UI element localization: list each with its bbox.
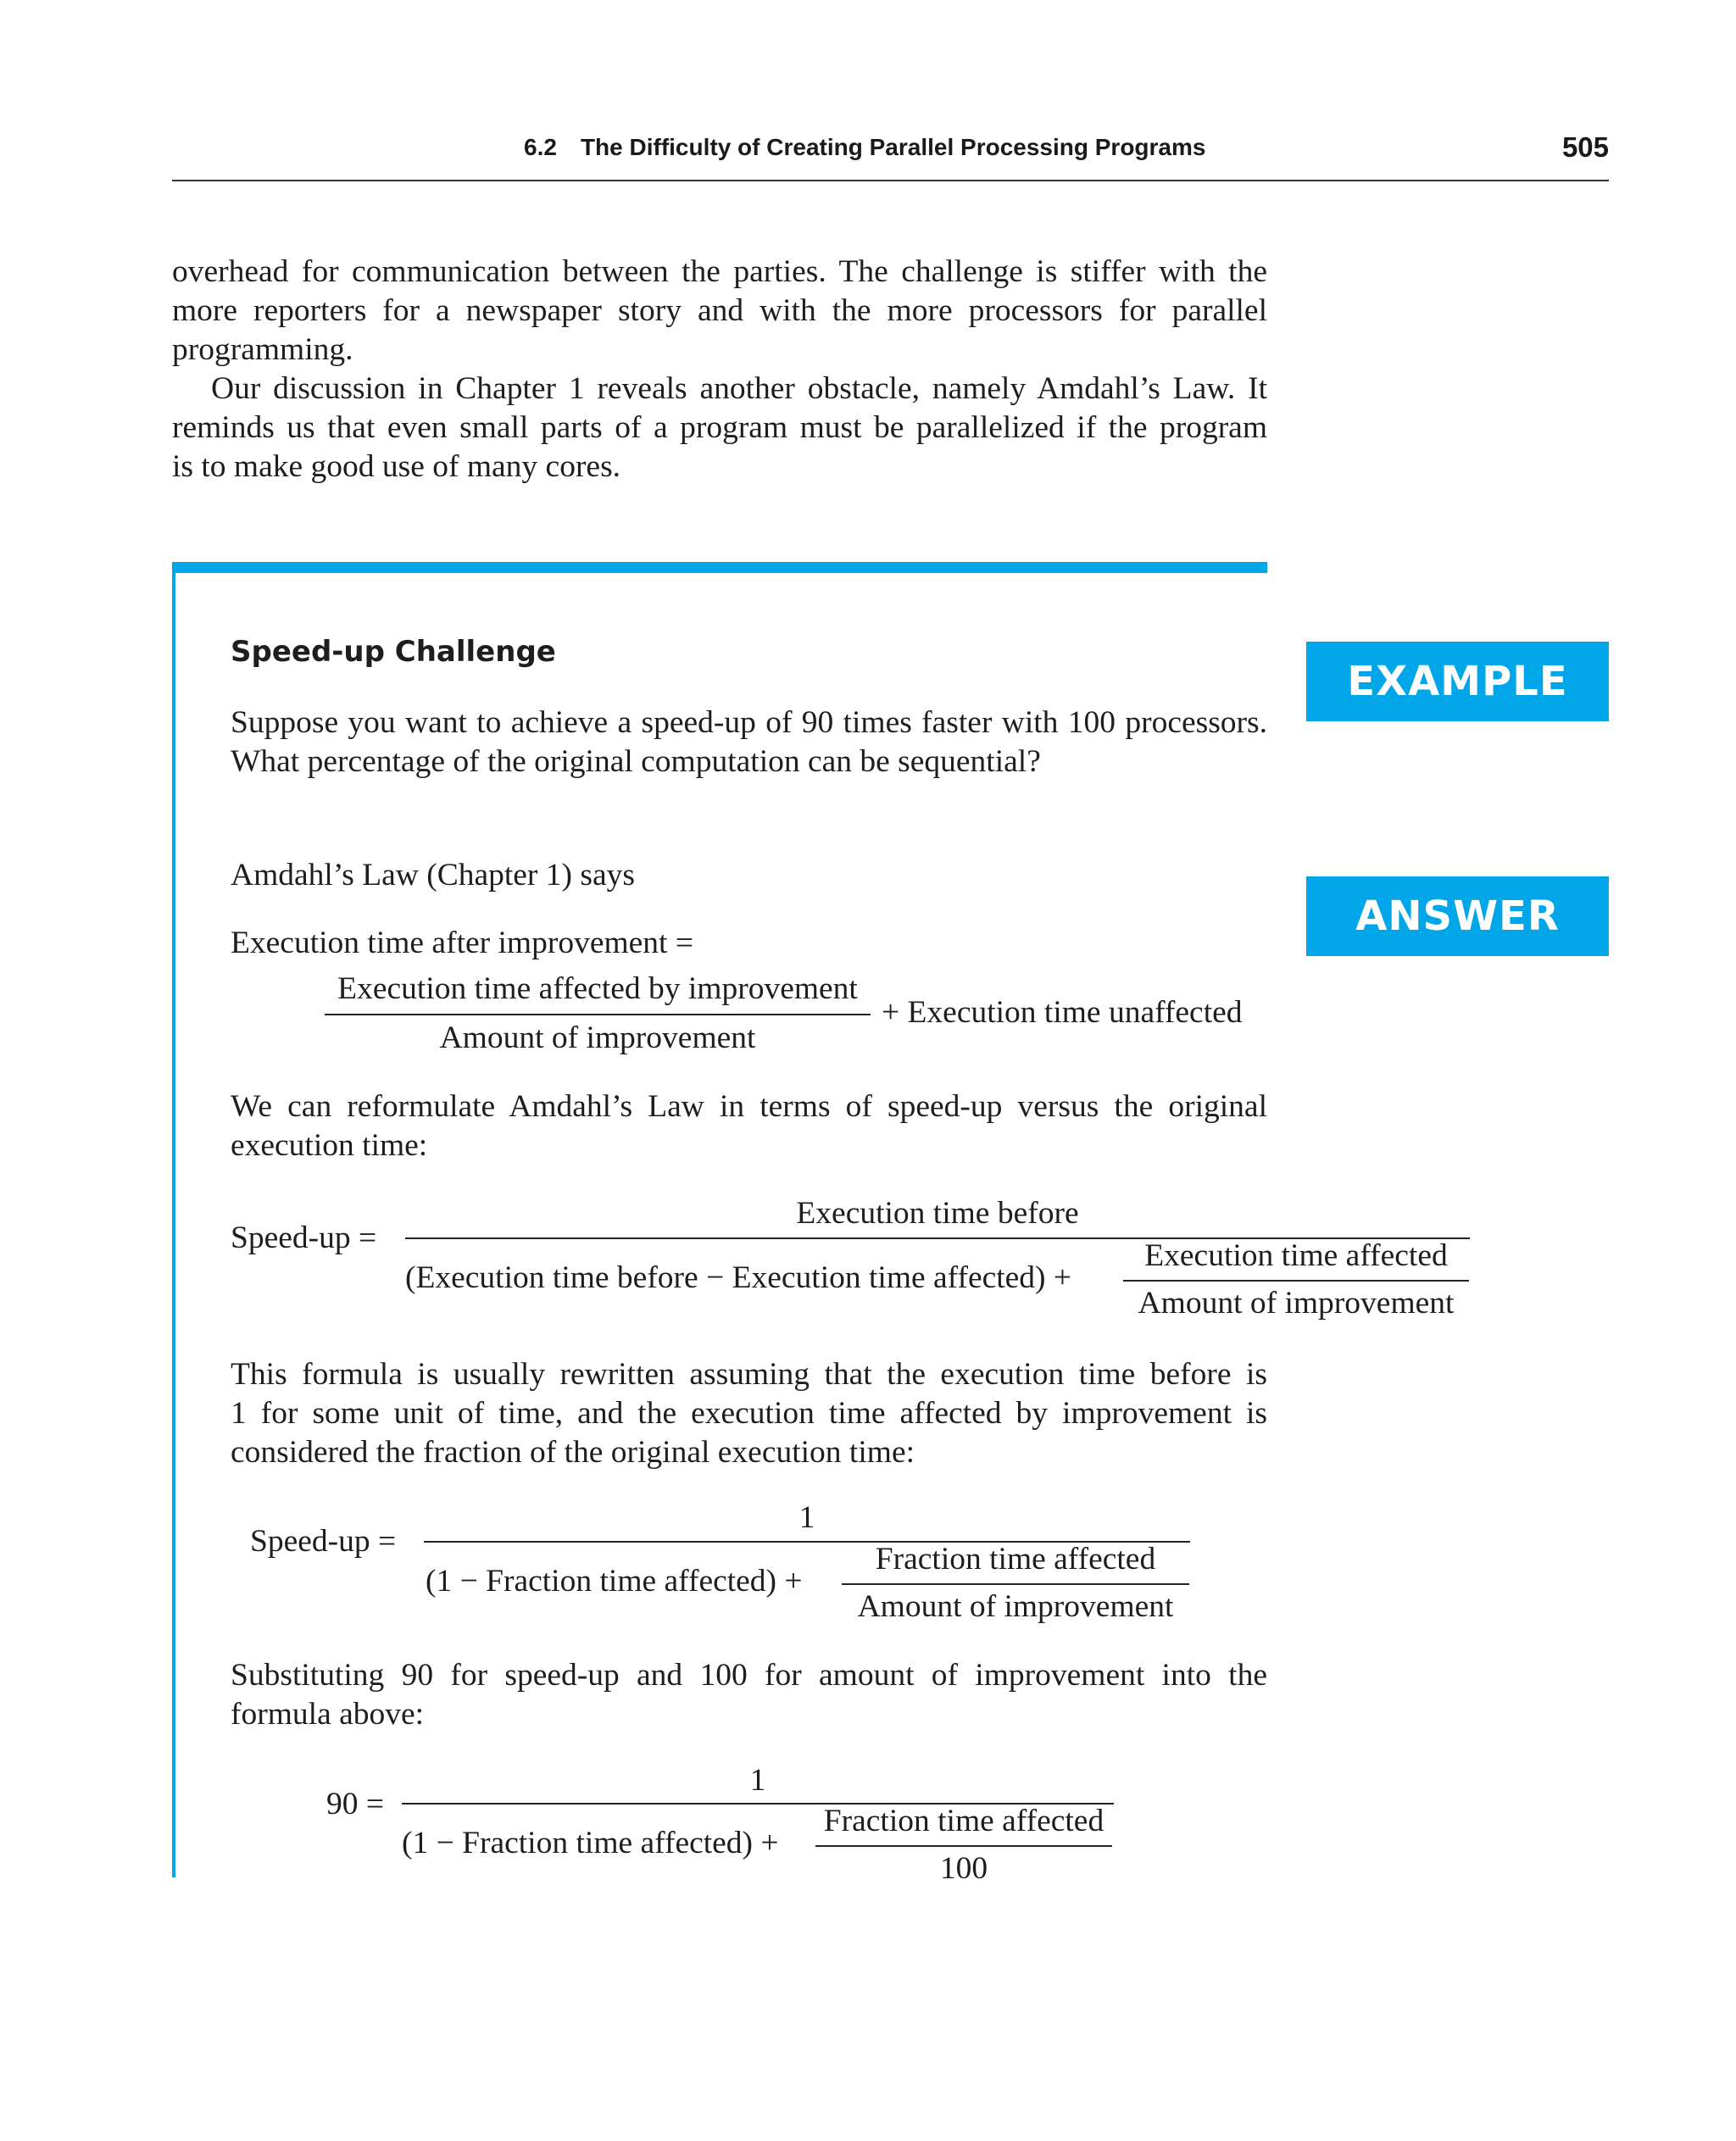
eq4-inner-denominator: 100 [939,1851,988,1886]
answer-intro: Amdahl’s Law (Chapter 1) says [231,858,635,893]
section-number: 6.2 [524,134,557,160]
eq4-inner-numerator: Fraction time affected [823,1804,1104,1838]
rewrite-paragraph [231,1356,1267,1473]
intro-line: Our discussion in Chapter 1 reveals another obstacle, namely Amdahl’s Law. It [211,371,1267,406]
reformulate-line: execution time: [231,1128,428,1163]
intro-paragraph [172,253,1267,487]
eq2-lhs: Speed-up = [231,1221,377,1255]
substitute-line: formula above: [231,1697,425,1732]
rewrite-line: This formula is usually rewritten assuming that the execution time before is [231,1357,1267,1392]
example-title: Speed-up Challenge [231,635,556,669]
eq1-fraction-bar [325,1014,871,1015]
rewrite-line: considered the fraction of the original execution time: [231,1435,915,1470]
eq2-inner-fraction-bar [1123,1280,1469,1282]
substitute-paragraph [231,1657,1267,1735]
example-box-top-rule [172,562,1267,573]
eq3-lhs: Speed-up = [250,1524,397,1559]
eq1-lhs: Execution time after improvement = [231,926,693,960]
reformulate-line: We can reformulate Amdahl’s Law in terms of speed-up versus the original [231,1089,1267,1124]
running-header-title [524,134,1205,161]
section-title: The Difficulty of Creating Parallel Processing Programs [580,134,1206,160]
rewrite-line: 1 for some unit of time, and the execution time affected by improvement is [231,1396,1267,1431]
eq4-inner-fraction-bar [815,1845,1112,1847]
eq1-numerator: Execution time affected by improvement [337,971,858,1006]
reformulate-paragraph [231,1088,1267,1166]
example-question [231,704,1267,782]
eq4-denominator-left: (1 − Fraction time affected) + [402,1826,779,1860]
example-line: What percentage of the original computation can be sequential? [231,744,1041,779]
substitute-line: Substituting 90 for speed-up and 100 for amount of improvement into the [231,1658,1267,1693]
header-rule [172,180,1609,181]
eq1-denominator: Amount of improvement [439,1020,756,1055]
eq3-inner-fraction-bar [842,1583,1189,1585]
page-number: 505 [1561,131,1609,163]
eq2-inner-numerator: Execution time affected [1144,1238,1448,1273]
intro-line: overhead for communication between the parties. The challenge is stiffer with the [172,254,1267,289]
example-tab: EXAMPLE [1306,642,1609,721]
example-box-left-rule [172,562,175,1877]
eq4-numerator: 1 [749,1763,766,1798]
eq3-numerator: 1 [798,1500,815,1535]
eq3-inner-denominator: Amount of improvement [857,1589,1174,1624]
eq1-tail: + Execution time unaffected [882,995,1243,1030]
example-line: Suppose you want to achieve a speed-up of 90 times faster with 100 processors. [231,705,1267,740]
eq2-inner-denominator: Amount of improvement [1138,1286,1455,1321]
eq3-inner-numerator: Fraction time affected [875,1542,1156,1577]
intro-line: is to make good use of many cores. [172,449,621,484]
intro-line: more reporters for a newspaper story and with the more processors for parallel [172,293,1267,328]
answer-tab: ANSWER [1306,876,1609,956]
eq2-numerator: Execution time before [796,1196,1079,1231]
eq3-denominator-left: (1 − Fraction time affected) + [426,1564,803,1599]
eq2-denominator-left: (Execution time before − Execution time affected) + [405,1260,1072,1295]
intro-line: reminds us that even small parts of a program must be parallelized if the program [172,410,1267,445]
eq4-lhs: 90 = [326,1787,385,1821]
intro-line: programming. [172,332,353,367]
